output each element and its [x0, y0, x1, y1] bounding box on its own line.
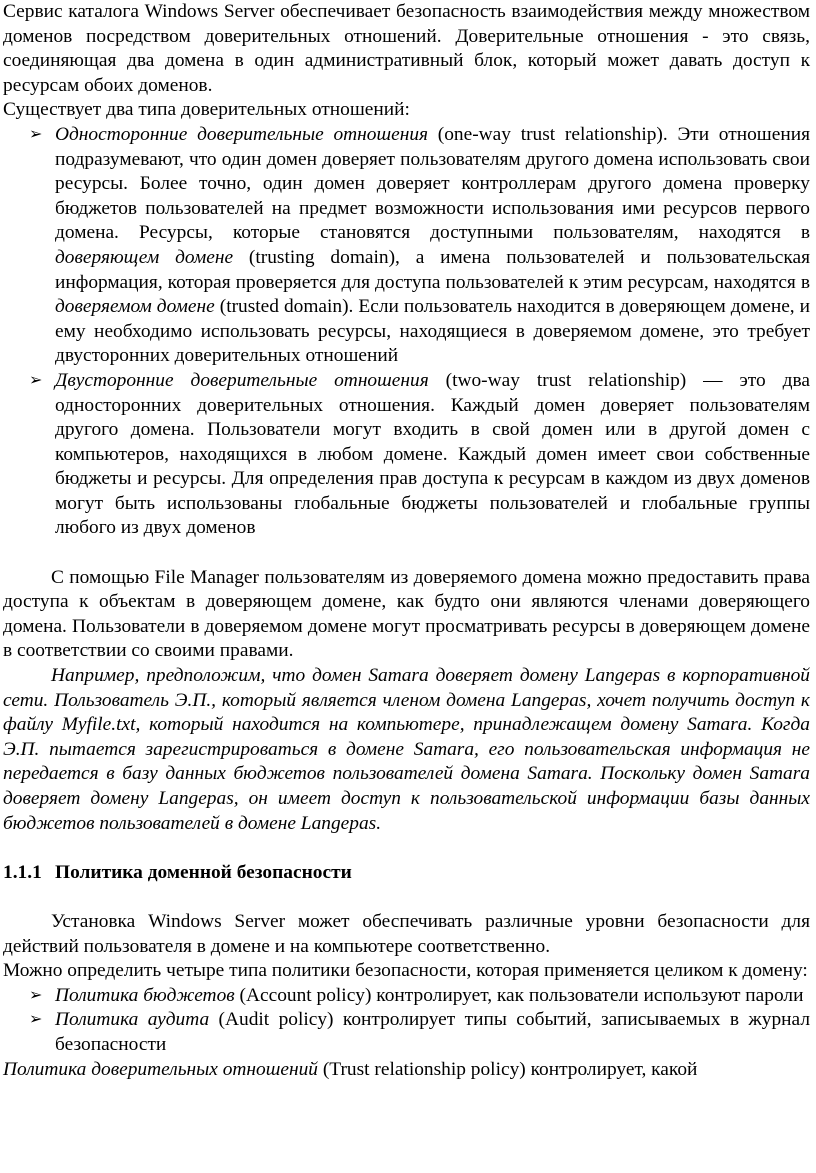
section-heading — [3, 861, 810, 886]
bullet-text: (Account policy) контролирует, как пользователи используют пароли — [234, 984, 804, 1006]
trust-types-list — [3, 123, 810, 541]
term-account-policy: Политика бюджетов — [55, 984, 235, 1006]
paragraph-text: (Trust relationship policy) контролирует, какой — [318, 1058, 698, 1080]
arrow-bullet-icon: ➢ — [29, 125, 43, 143]
spacer — [3, 885, 810, 910]
policy-types-lead: Можно определить четыре типа политики безопасности, которая применяется целиком к домену: — [3, 960, 808, 982]
install-paragraph: Установка Windows Server может обеспечивать различные уровни безопасности для действий пользователя в домене и на компьютере соответственно. — [3, 910, 810, 957]
intro-paragraph: Сервис каталога Windows Server обеспечивает безопасность взаимодействия между множеством доменов посредством доверительных отношений. Доверительные отношения - это связь, соединяющая два домена в один административный блок, который может давать доступ к ресурсам обоих доменов. — [3, 1, 810, 96]
term-trusting-domain: доверяющем домене — [55, 246, 234, 268]
policy-types-list — [3, 984, 810, 1058]
bullet-text: (trusted domain). Если пользователь находится в доверяющем домене, и ему необходимо использовать ресурсы, находящиеся в доверяемом домене, это требует двусторонних доверительных отношений — [55, 296, 810, 367]
bullet-text: (one-way trust relationship). Эти отношения подразумевают, что один домен доверяет пользователям другого домена использовать свои ресурсы. Более точно, один домен доверяет контроллерам другого домена проверку бюджетов пользователей на предмет возможности использования ими ресурсов первого домена. Ресурсы, которые становятся доступными пользователям, находятся в — [55, 123, 810, 244]
bullet-text: (trusting domain), а имена пользователей и пользовательская информация, которая проверяется для доступа пользователей к этим ресурсам, находятся в — [55, 246, 811, 293]
trust-types-lead: Существует два типа доверительных отношений: — [3, 99, 410, 121]
list-item — [3, 123, 810, 369]
example-text: Например, предположим, что домен Samara доверяет домену Langepas в корпоративной сети. Пользователь Э.П., который является членом домена Langepas, хочет получить доступ к файлу Myfile.txt, который находится на компьютере, принадлежащем домену Samara. Когда Э.П. пытается зарегистрироваться в домене Samara, его пользовательская информация не передается в базу данных бюджетов пользователей домена Samara. Поскольку домен Samara доверяет домену Langepas, он имеет доступ к пользовательской информации базы данных бюджетов пользователей в домене Langepas. — [3, 665, 810, 834]
section-number: 1.1.1 — [3, 861, 42, 883]
example-paragraph — [3, 664, 810, 836]
term-one-way: Односторонние доверительные отношения — [55, 123, 429, 145]
trust-policy-paragraph — [3, 1058, 810, 1083]
bullet-text: (two-way trust relationship) — это два односторонних доверительных отношения. Каждый домен доверяет пользователям другого домена. Пользователи могут входить в свой домен или в другой домен с компьютеров, находящихся в любом домене. Каждый домен имеет свои собственные бюджеты и ресурсы. Для определения прав доступа к ресурсам в каждом из двух доменов могут быть использованы глобальные бюджеты пользователей и глобальные группы любого из двух доменов — [55, 369, 810, 539]
list-item — [3, 984, 810, 1009]
term-two-way: Двусторонние доверительные отношения — [55, 369, 429, 391]
term-trust-policy: Политика доверительных отношений — [3, 1058, 318, 1080]
term-audit-policy: Политика аудита — [55, 1009, 210, 1031]
list-item — [3, 369, 810, 541]
spacer — [3, 541, 810, 566]
section-title: Политика доменной безопасности — [55, 861, 352, 883]
bullet-text: (Audit policy) контролирует типы событий, записываемых в журнал безопасности — [55, 1009, 810, 1055]
arrow-bullet-icon: ➢ — [29, 371, 43, 389]
spacer — [3, 836, 810, 861]
arrow-bullet-icon: ➢ — [29, 986, 43, 1004]
arrow-bullet-icon: ➢ — [29, 1011, 43, 1029]
list-item — [3, 1008, 810, 1057]
term-trusted-domain: доверяемом домене — [55, 296, 215, 318]
file-manager-paragraph: С помощью File Manager пользователям из доверяемого домена можно предоставить права доступа к объектам в доверяющем домене, как будто они являются членами доверяющего домена. Пользователи в доверяемом домене могут просматривать ресурсы в доверяющем домене в соответствии со своими правами. — [3, 566, 810, 662]
